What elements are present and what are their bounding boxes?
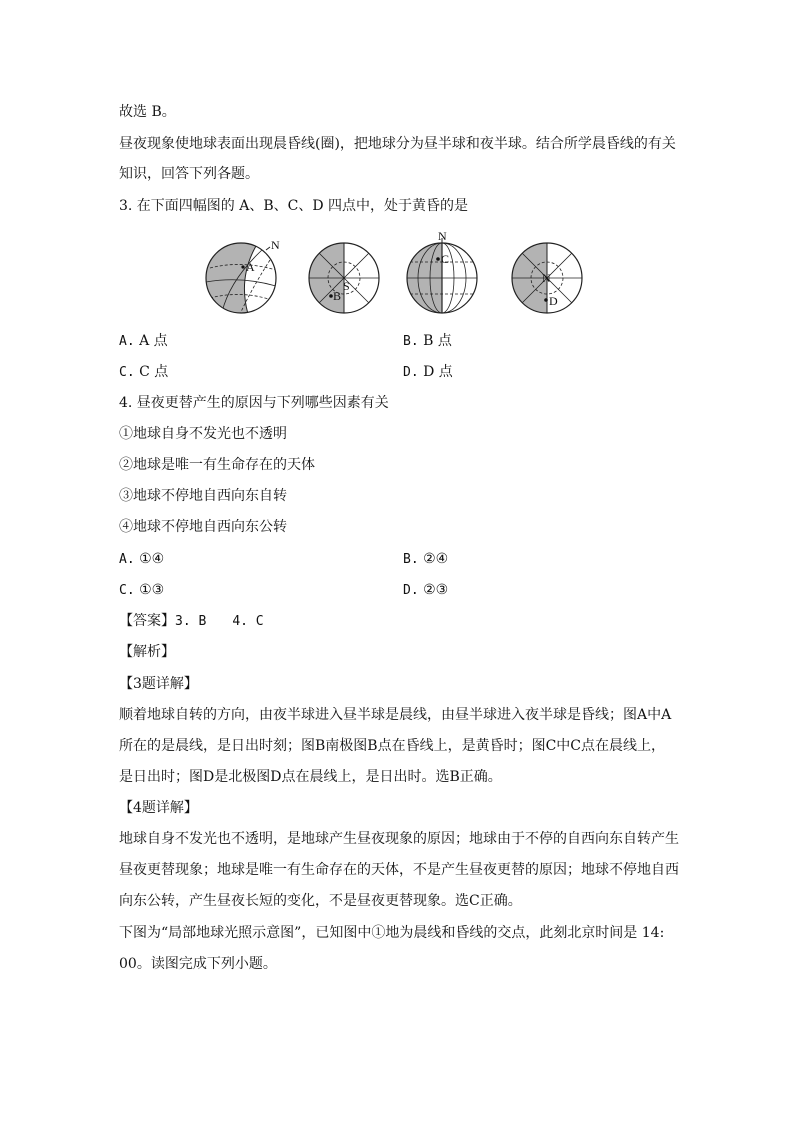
question-3-stem: 3. 在下面四幅图的 A、B、C、D 四点中，处于黄昏的是 bbox=[119, 198, 469, 214]
globe-d bbox=[512, 243, 582, 313]
q4-option-b: B. ②④ bbox=[403, 551, 449, 567]
pole-a-label: N bbox=[271, 238, 280, 252]
q4-analysis-line-3: 向东公转，产生昼夜长短的变化，不是昼夜更替现象。选C正确。 bbox=[119, 893, 522, 909]
intro-paragraph-line-2: 知识，回答下列各题。 bbox=[119, 166, 259, 182]
point-d-dot bbox=[544, 298, 548, 302]
point-a-label: A bbox=[246, 260, 255, 274]
q3-analysis-line-1: 顺着地球自转的方向，由夜半球进入昼半球是晨线，由昼半球进入夜半球是昏线；图A中A bbox=[119, 707, 672, 723]
globe-c bbox=[407, 229, 477, 313]
q4-analysis-line-1: 地球自身不发光也不透明，是地球产生昼夜现象的原因；地球由于不停的自西向东自转产生 bbox=[119, 831, 679, 847]
point-d-label: D bbox=[549, 294, 558, 308]
next-intro-line-1: 下图为“局部地球光照示意图”，已知图中①地为晨线和昏线的交点，此刻北京时间是 14: bbox=[119, 925, 665, 941]
point-b-label: B bbox=[333, 289, 342, 303]
pole-d-label: N bbox=[542, 271, 551, 285]
globes-svg bbox=[200, 230, 590, 322]
q4-item-2: ②地球是唯一有生命存在的天体 bbox=[119, 457, 315, 473]
q4-analysis-line-2: 昼夜更替现象；地球是唯一有生命存在的天体，不是产生昼夜更替的原因；地球不停地自西 bbox=[119, 862, 679, 878]
point-a-dot bbox=[241, 265, 244, 268]
answer-3: 3. B bbox=[175, 614, 207, 629]
answer-line bbox=[119, 611, 264, 631]
q3-analysis-line-2: 所在的是晨线，是日出时刻；图B南极图B点在昏线上，是黄昏时；图C中C点在晨线上， bbox=[119, 738, 665, 754]
globe-a bbox=[206, 238, 280, 315]
q3-option-a: A. A 点 bbox=[119, 333, 168, 349]
answer-label: 【答案】 bbox=[119, 613, 175, 629]
q4-option-a: A. ①④ bbox=[119, 551, 165, 567]
globe-b bbox=[309, 243, 379, 313]
conclusion-text: 故选 B。 bbox=[119, 104, 176, 120]
pole-c-label: N bbox=[438, 229, 447, 243]
analysis-label: 【解析】 bbox=[119, 644, 175, 660]
q4-item-1: ①地球自身不发光也不透明 bbox=[119, 426, 287, 442]
q4-option-c: C. ①③ bbox=[119, 582, 165, 598]
q3-option-b: B. B 点 bbox=[403, 333, 452, 349]
q4-item-4: ④地球不停地自西向东公转 bbox=[119, 519, 287, 535]
q3-analysis-line-3: 是日出时；图D是北极图D点在晨线上，是日出时。选B正确。 bbox=[119, 769, 502, 785]
point-c-dot bbox=[436, 257, 440, 261]
q3-option-c: C. C 点 bbox=[119, 364, 169, 380]
q3-analysis-heading: 【3题详解】 bbox=[119, 676, 198, 692]
point-c-label: C bbox=[441, 252, 450, 266]
question-4-stem: 4. 昼夜更替产生的原因与下列哪些因素有关 bbox=[119, 395, 389, 411]
answer-4: 4. C bbox=[232, 614, 264, 629]
q4-option-d: D. ②③ bbox=[403, 582, 449, 598]
pole-b-label: S bbox=[343, 279, 350, 293]
q3-option-d: D. D 点 bbox=[403, 364, 453, 380]
q4-analysis-heading: 【4题详解】 bbox=[119, 800, 198, 816]
q4-item-3: ③地球不停地自西向东自转 bbox=[119, 488, 287, 504]
four-globes-figure bbox=[200, 230, 590, 322]
intro-paragraph-line-1: 昼夜现象使地球表面出现晨昏线(圈)，把地球分为昼半球和夜半球。结合所学晨昏线的有关 bbox=[119, 136, 676, 152]
next-intro-line-2: 00。读图完成下列小题。 bbox=[119, 956, 277, 972]
